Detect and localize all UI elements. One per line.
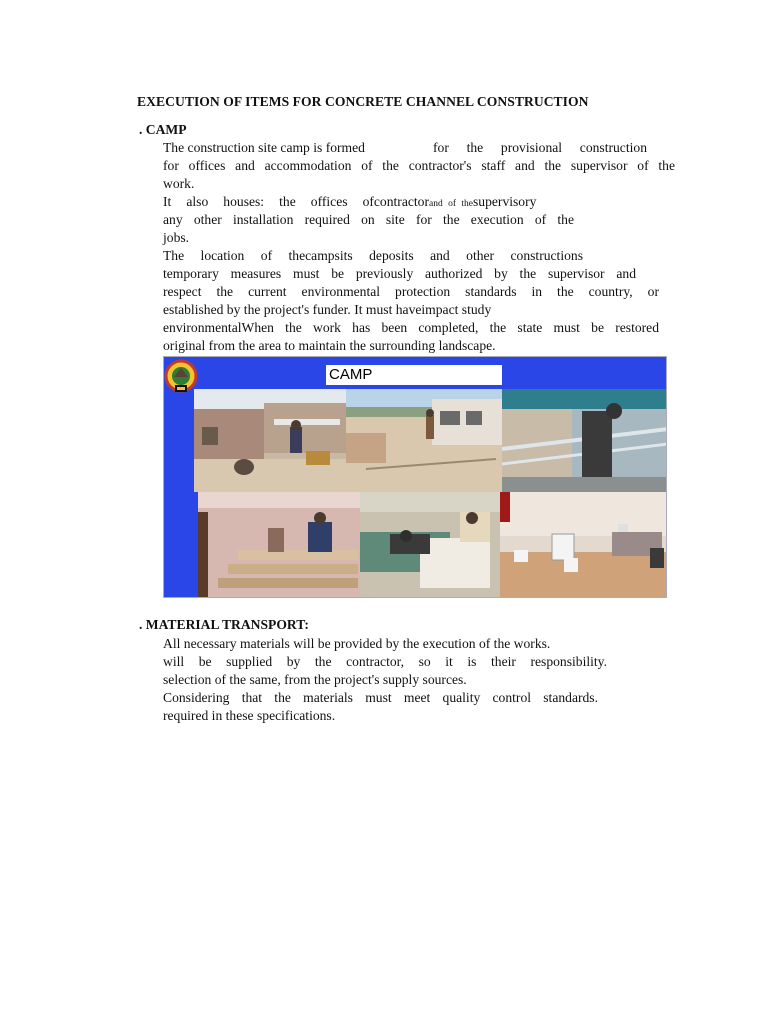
panel-title: CAMP bbox=[329, 366, 373, 383]
transport-line-1: All necessary materials will be provided by the execution of the works. bbox=[163, 636, 551, 651]
camp-photo-1 bbox=[194, 389, 346, 492]
camp-line-2: for offices and accommodation of the contractor's staff and the supervisor of the bbox=[163, 158, 675, 173]
camp-line-11: environmentalWhen the work has been completed, the state must be restored bbox=[163, 320, 659, 335]
camp-line-5: any other installation required on site for the execution of the bbox=[163, 212, 574, 227]
camp-line-4 bbox=[163, 194, 536, 212]
institution-emblem-icon bbox=[164, 359, 198, 395]
camp-photo-3 bbox=[502, 389, 667, 492]
camp-line-1a: The construction site camp is formed bbox=[163, 140, 365, 155]
camp-line-9: respect the current environmental protection standards in the country, or bbox=[163, 284, 659, 299]
section-heading-transport: . MATERIAL TRANSPORT: bbox=[139, 617, 309, 632]
transport-line-3: selection of the same, from the project's supply sources. bbox=[163, 672, 467, 687]
camp-line-4-text: It also houses: the offices ofcontractor bbox=[163, 194, 429, 209]
camp-line-10: established by the project's funder. It must haveimpact study bbox=[163, 302, 492, 317]
camp-line-7: The location of thecampsits deposits and other constructions bbox=[163, 248, 583, 263]
section-heading-camp: . CAMP bbox=[139, 122, 187, 137]
camp-photo-4 bbox=[198, 492, 360, 597]
camp-photo-panel bbox=[163, 356, 667, 598]
camp-line-4-small: and of the bbox=[429, 199, 473, 209]
transport-line-5: required in these specifications. bbox=[163, 708, 336, 723]
transport-line-2: will be supplied by the contractor, so it is their responsibility. bbox=[163, 654, 607, 669]
camp-line-8: temporary measures must be previously authorized by the supervisor and bbox=[163, 266, 636, 281]
camp-line-6: jobs. bbox=[163, 230, 190, 245]
camp-line-3: work. bbox=[163, 176, 195, 191]
document-title: EXECUTION OF ITEMS FOR CONCRETE CHANNEL CONSTRUCTION bbox=[137, 94, 589, 109]
camp-line-4-end: supervisory bbox=[473, 194, 537, 209]
camp-photo-6 bbox=[500, 492, 667, 597]
camp-photo-2 bbox=[346, 389, 502, 492]
transport-line-4: Considering that the materials must meet quality control standards. bbox=[163, 690, 598, 705]
camp-line-12: original from the area to maintain the surrounding landscape. bbox=[163, 338, 496, 353]
camp-photo-5 bbox=[360, 492, 500, 597]
camp-line-1b: for the provisional construction bbox=[433, 140, 647, 155]
